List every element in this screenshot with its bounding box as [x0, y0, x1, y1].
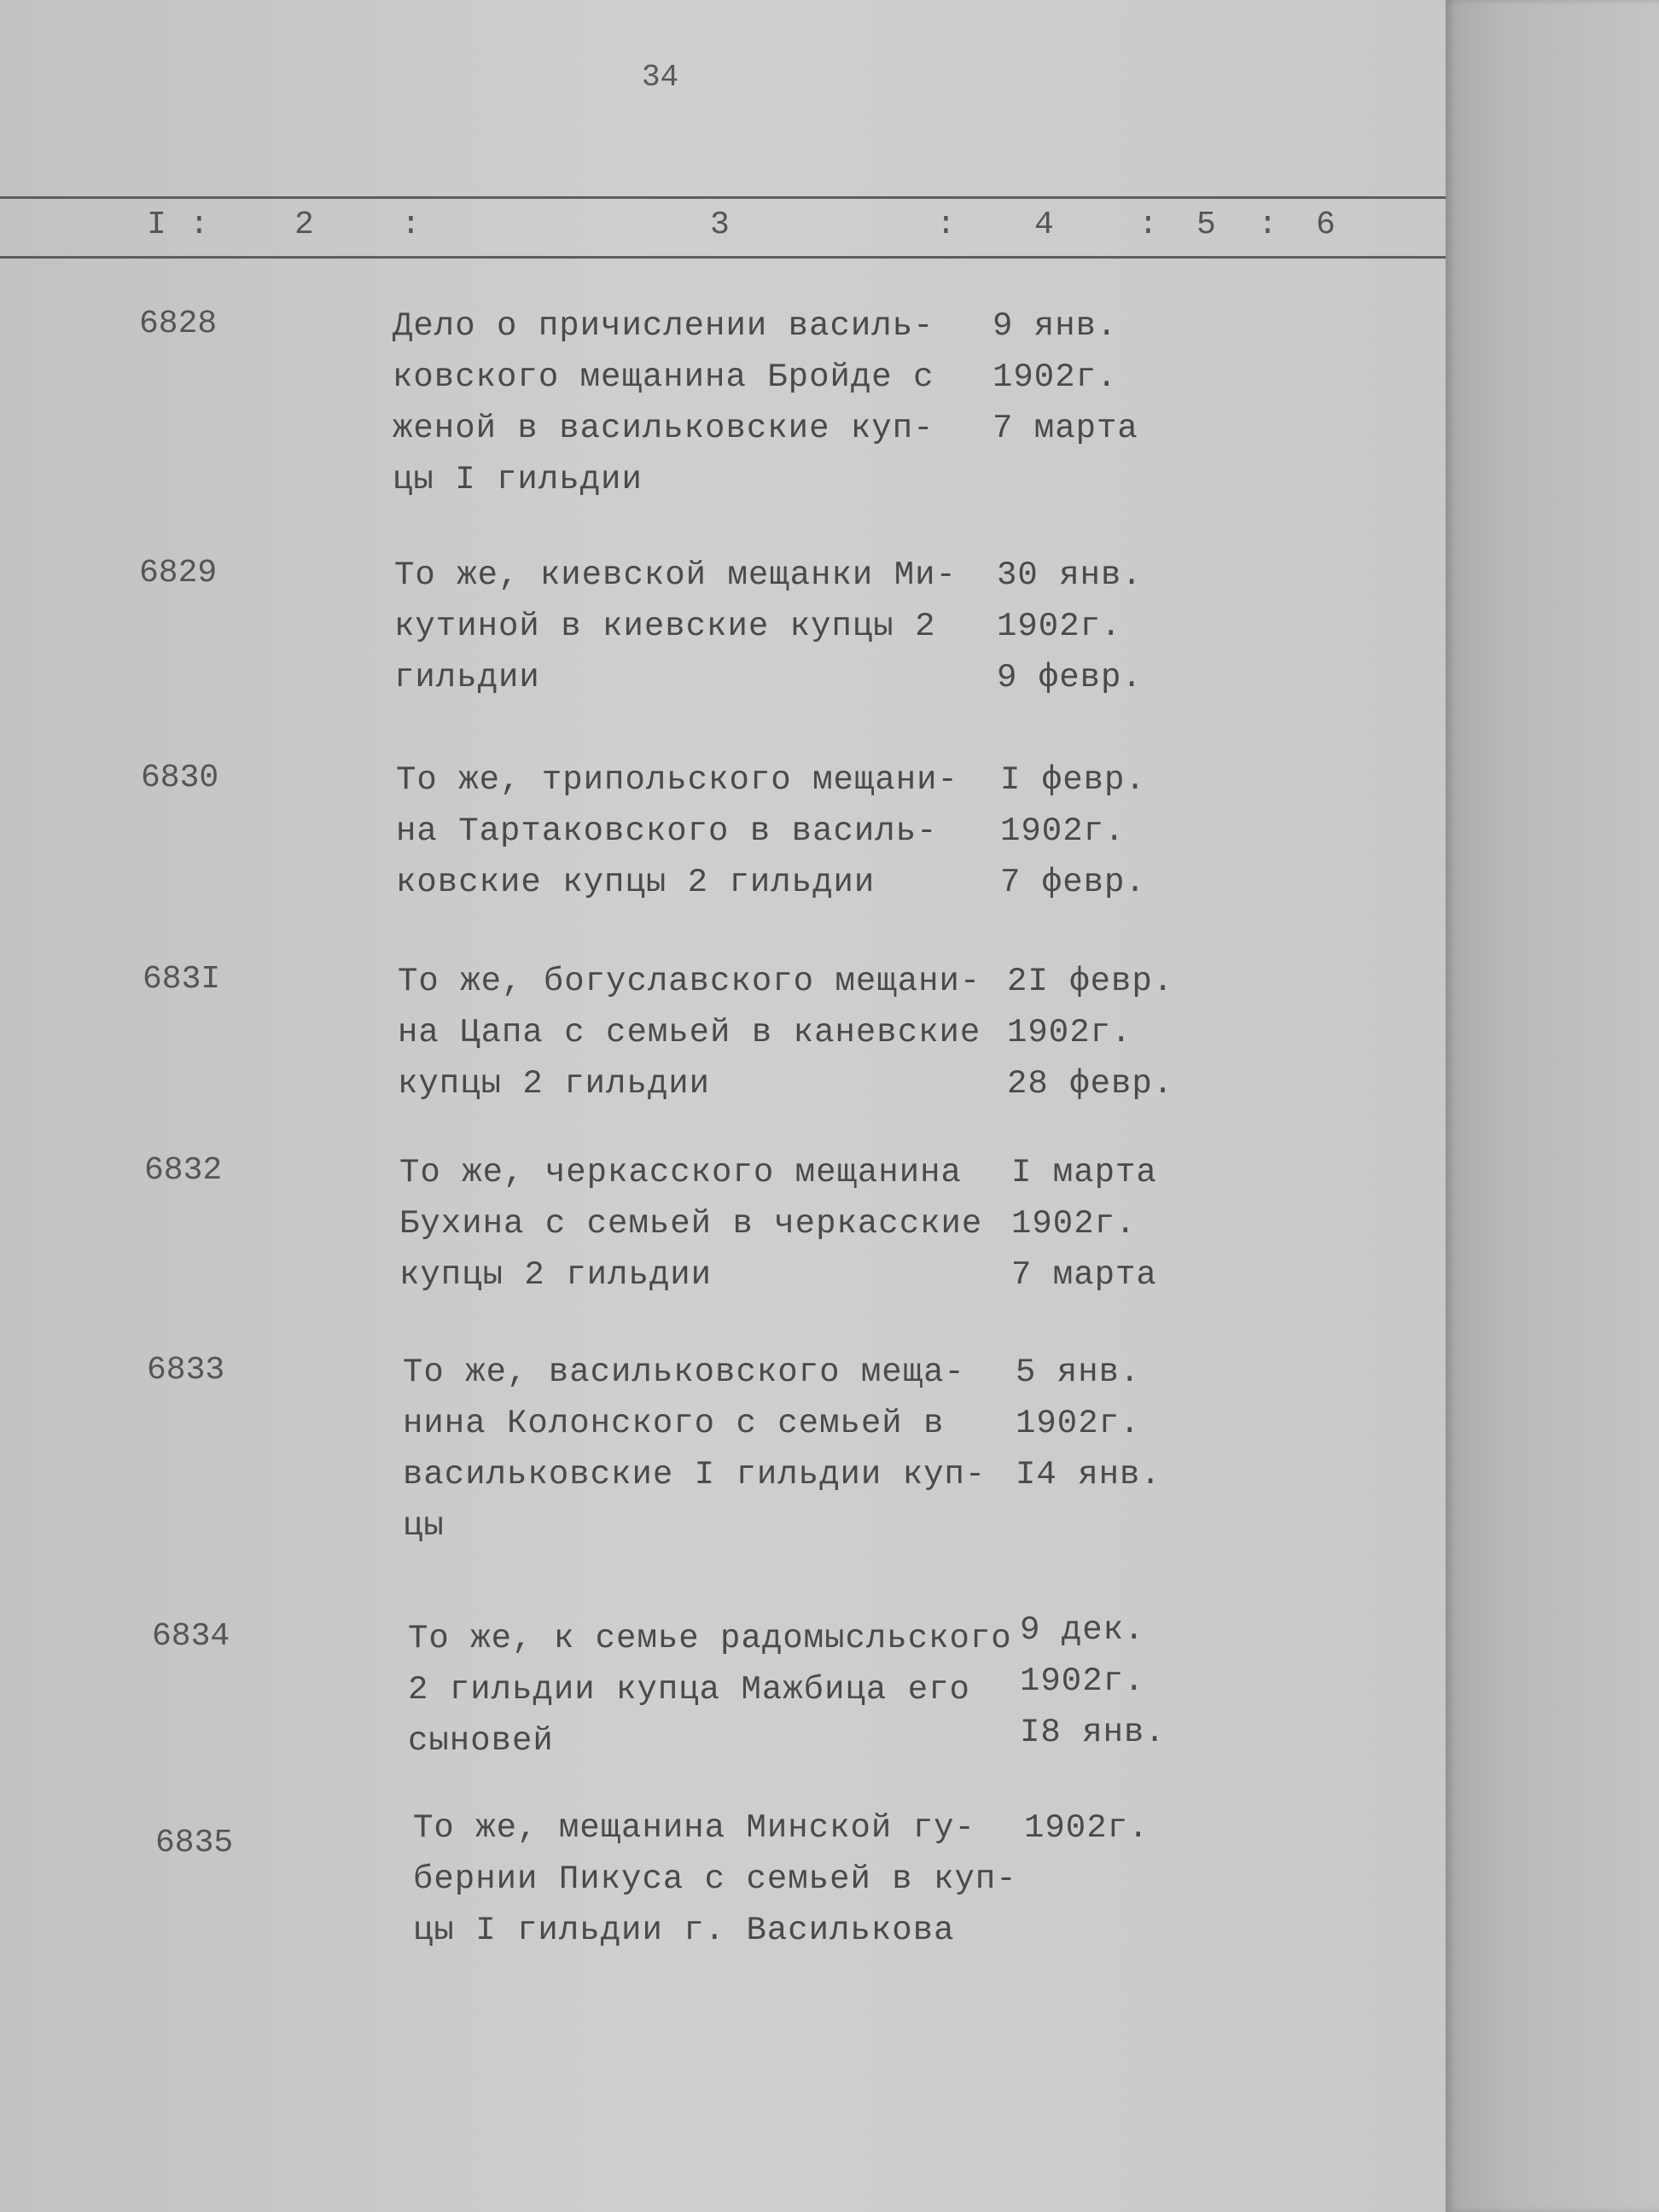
- entry-date-line: I марта: [1011, 1154, 1157, 1191]
- entry-title-line: 2 гильдии купца Мажбица его: [408, 1671, 970, 1708]
- entry-date-line: 7 марта: [992, 410, 1138, 447]
- entry-number: 6835: [155, 1825, 234, 1861]
- entry-dates: [1000, 754, 1146, 908]
- entry-title-line: То же, богуславского мещани-: [398, 963, 981, 1000]
- entry-title: [399, 1147, 982, 1301]
- entry-date-line: 1902г.: [997, 608, 1122, 645]
- entry-title-line: То же, трипольского мещани-: [396, 761, 958, 799]
- entry-title-line: сыновей: [408, 1722, 554, 1760]
- entry-title-line: васильковские I гильдии куп-: [403, 1456, 987, 1493]
- entry-title-line: нина Колонского с семьей в: [403, 1405, 945, 1442]
- entry-dates: [1024, 1802, 1149, 1854]
- entry-date-line: 5 янв.: [1016, 1353, 1141, 1391]
- entry-date-line: 1902г.: [1020, 1662, 1145, 1700]
- header-top-rule: [0, 196, 1446, 199]
- column-separator: :: [1138, 207, 1158, 243]
- entry-title-line: цы I гильдии г. Василькова: [413, 1912, 955, 1949]
- entry-title-line: гильдии: [394, 659, 540, 696]
- entry-date-line: 1902г.: [1011, 1205, 1137, 1243]
- entry-date-line: 7 февр.: [1000, 864, 1146, 901]
- entry-date-line: 9 дек.: [1020, 1611, 1145, 1649]
- entry-number: 6828: [139, 306, 218, 342]
- column-separator: :: [401, 207, 421, 243]
- entry-number: 6834: [152, 1618, 230, 1655]
- entry-title: [396, 754, 958, 908]
- entry-title-line: на Цапа с семьей в каневские: [398, 1014, 981, 1051]
- column-separator: :: [1258, 207, 1278, 243]
- column-header: 6: [1316, 207, 1336, 243]
- entry-title: [403, 1347, 986, 1551]
- entry-number: 6829: [139, 555, 218, 591]
- entry-date-line: 9 февр.: [997, 659, 1143, 696]
- entry-title-line: То же, черкасского мещанина: [399, 1154, 962, 1191]
- entry-title: [398, 956, 981, 1109]
- entry-date-line: 7 марта: [1011, 1256, 1157, 1294]
- entry-title-line: женой в васильковские куп-: [393, 410, 934, 447]
- entry-title-line: на Тартаковского в василь-: [396, 812, 938, 850]
- entry-date-line: I4 янв.: [1016, 1456, 1161, 1493]
- entry-title-line: цы I гильдии: [393, 461, 643, 498]
- column-separator: :: [189, 207, 209, 243]
- entry-title-line: То же, мещанина Минской гу-: [413, 1809, 975, 1847]
- page-number: 34: [642, 60, 679, 95]
- header-bottom-rule: [0, 256, 1446, 259]
- entry-date-line: 1902г.: [1016, 1405, 1141, 1442]
- entry-number: 6830: [141, 760, 219, 796]
- entry-date-line: 1902г.: [1007, 1014, 1132, 1051]
- entry-dates: [992, 300, 1138, 454]
- entry-title-line: купцы 2 гильдии: [399, 1256, 713, 1294]
- entry-title: [394, 550, 957, 703]
- entry-dates: [1007, 956, 1173, 1109]
- entry-title-line: купцы 2 гильдии: [398, 1065, 711, 1103]
- entry-date-line: 9 янв.: [992, 307, 1118, 345]
- entry-date-line: I8 янв.: [1020, 1714, 1166, 1751]
- entry-title-line: То же, киевской мещанки Ми-: [394, 556, 957, 594]
- column-header: 3: [710, 207, 730, 243]
- entry-title: [393, 300, 934, 505]
- entry-title-line: Бухина с семьей в черкасские: [399, 1205, 983, 1243]
- entry-title-line: ковские купцы 2 гильдии: [396, 864, 876, 901]
- column-header: 2: [294, 207, 314, 243]
- column-separator: :: [936, 207, 956, 243]
- entry-title: [413, 1802, 1017, 1956]
- entry-title-line: кутиной в киевские купцы 2: [394, 608, 936, 645]
- entry-date-line: I февр.: [1000, 761, 1146, 799]
- entry-title: [408, 1613, 1012, 1767]
- entry-dates: [1011, 1147, 1157, 1301]
- entry-dates: [997, 550, 1143, 703]
- entry-date-line: 1902г.: [992, 358, 1118, 396]
- column-header: I: [147, 207, 166, 243]
- entry-dates: [1016, 1347, 1161, 1500]
- entry-title-line: То же, к семье радомысльского: [408, 1620, 1012, 1657]
- entry-title-line: То же, васильковского меща-: [403, 1353, 965, 1391]
- entry-title-line: бернии Пикуса с семьей в куп-: [413, 1860, 1017, 1898]
- entry-title-line: цы: [403, 1507, 445, 1545]
- entry-date-line: 2I февр.: [1007, 963, 1174, 1000]
- entry-date-line: 1902г.: [1000, 812, 1126, 850]
- entry-date-line: 30 янв.: [997, 556, 1143, 594]
- entry-dates: [1020, 1604, 1166, 1758]
- entry-number: 683I: [143, 961, 221, 998]
- column-header: 5: [1196, 207, 1216, 243]
- entry-title-line: ковского мещанина Бройде с: [393, 358, 934, 396]
- entry-number: 6832: [144, 1152, 223, 1189]
- column-header: 4: [1034, 207, 1054, 243]
- entry-date-line: 1902г.: [1024, 1809, 1150, 1847]
- entry-number: 6833: [147, 1352, 225, 1388]
- entry-date-line: 28 февр.: [1007, 1065, 1174, 1103]
- entry-title-line: Дело о причислении василь-: [393, 307, 934, 345]
- page-edge-shadow: [1446, 0, 1659, 2212]
